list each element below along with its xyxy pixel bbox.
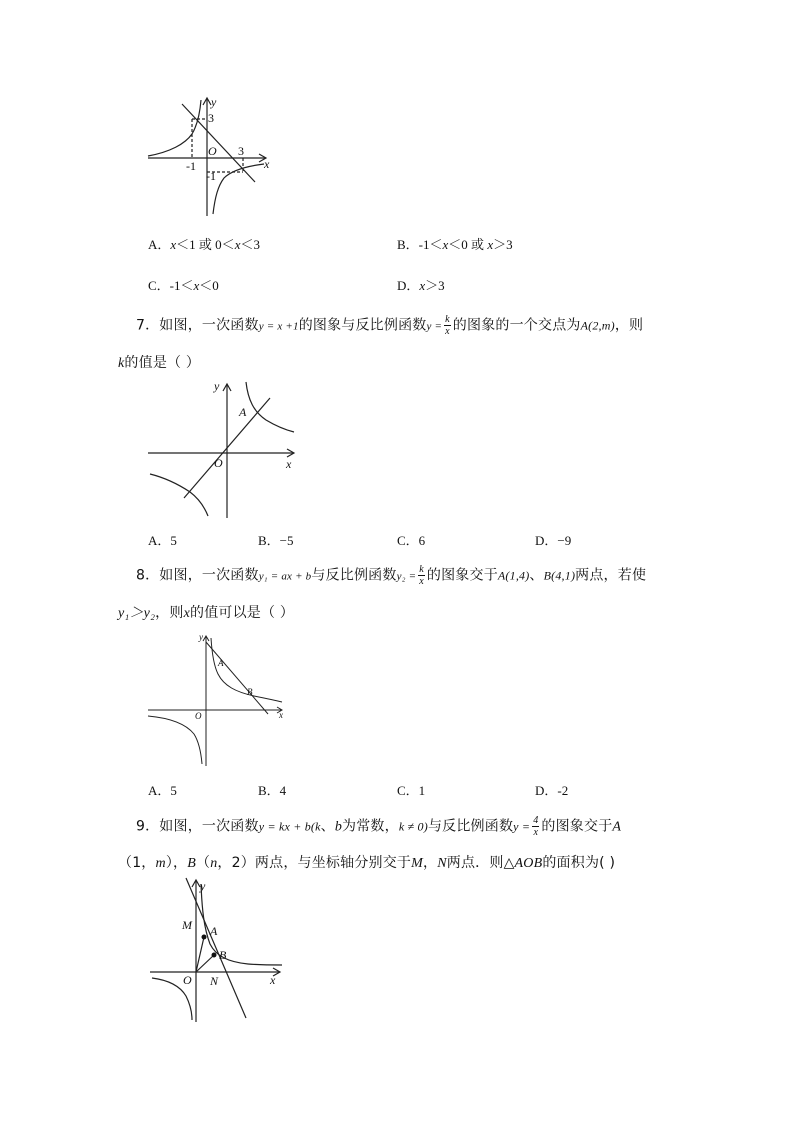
q7-text-b: 的图象与反比例函数 [298,317,427,334]
q6-x-label: x [264,157,270,171]
q6-y-label: y [211,95,217,109]
q8-frac-den: x [419,576,424,587]
q9-stem-line2 [118,852,615,872]
q9-text-d: 与反比例函数 [427,818,514,835]
q8-point-b: B(4,1) [543,568,576,583]
q9-point-b-dot [212,953,217,958]
q6-option-c-x: x [193,278,200,293]
q6-option-b-x1: x [442,237,449,252]
q8-eq2-lhs: y₂ = [396,570,417,583]
q6-option-c-prefix: C．-1＜ [148,278,194,293]
q8-option-c[interactable]: C．1 [397,783,426,798]
q7-text-c: 的图象的一个交点为 [452,317,581,334]
q7-point-a: A(2,m) [580,318,615,333]
q8-option-b[interactable]: B．4 [258,783,287,798]
q6-option-b[interactable] [397,234,513,253]
q9-point-a-dot [202,935,207,940]
q8-option-a[interactable]: A．5 [148,783,177,798]
q6-option-c[interactable] [148,275,219,294]
q8-line [206,642,268,714]
q6-tick-3-y: 3 [208,111,214,125]
q6-option-d-tail: ＞3 [425,278,445,293]
q9-m-label: M [182,918,192,932]
q8-y-label: y [199,632,203,642]
q9-N: N [437,856,447,871]
q9-text-l2d: ，2）两点，与坐标轴分别交于 [217,855,412,871]
q8-text-c: 的图象交于 [426,567,498,584]
q9-frac-num: 4 [533,815,539,826]
q7-frac-num: k [445,314,450,325]
q8-option-d[interactable]: D．-2 [535,783,569,798]
q8-text-d: 、 [529,567,544,584]
q9-text-a: 9．如图，一次函数 [136,818,259,835]
q7-k: k [118,356,125,371]
q9-text-l2g: 的面积为( ) [542,855,616,871]
q7-fraction [444,314,451,337]
q9-stem-line1 [136,815,621,838]
q6-option-a-x1: x [170,237,177,252]
q9-text-c: 为常数， [342,818,399,835]
q8-text-rest-a: ，则 [155,605,184,621]
q7-point-a-label: A [239,405,247,419]
q8-x-label: x [279,710,283,720]
q6-tick-neg1-y: -1 [206,169,216,183]
q7-y-label: y [214,379,220,393]
q9-n-label: N [210,974,219,988]
q6-option-b-prefix: B．-1＜ [397,237,443,252]
q8-x: x [183,606,190,621]
q7-stem-line1 [136,314,643,337]
q9-origin-label: O [183,973,192,987]
q8-stem-line1 [136,564,646,587]
q6-option-a-tail: ＜3 [240,237,260,252]
q9-point-a: A [612,819,622,835]
q6-tick-3-x: 3 [238,144,244,158]
q9-M: M [411,856,423,871]
q8-graph [146,630,292,768]
q6-option-a[interactable] [148,234,260,253]
q7-option-d[interactable]: D．−9 [535,533,572,548]
q8-point-b-label: B [247,687,253,697]
q9-x-label: x [270,973,276,987]
q8-point-a-label: A [218,658,224,668]
q9-b-var: b [334,819,343,835]
q6-option-d-x: x [419,278,426,293]
q9-segment-oa [196,937,204,972]
q9-text-l2f: 两点．则 [446,855,504,871]
q8-hyperbola-left [148,716,202,764]
q6-option-a-mid: ＜1 或 0＜ [176,237,235,252]
q9-line [186,878,246,1018]
q8-origin-label: O [195,711,202,721]
q9-fraction [532,815,539,838]
q9-graph [148,874,288,1024]
q7-text-d: ，则 [614,317,644,334]
q9-n: n [210,856,218,871]
q6-option-c-tail: ＜0 [199,278,219,293]
q8-frac-num: k [419,564,424,575]
q6-option-b-x2: x [487,237,494,252]
q7-frac-den: x [445,326,450,337]
q8-text-b: 与反比例函数 [311,567,397,584]
q9-b-label: B [219,948,227,962]
q7-option-a[interactable]: A．5 [148,533,177,548]
q8-text-a: 8．如图，一次函数 [136,567,259,584]
q6-option-d-prefix: D． [397,278,420,293]
q9-cond: k ≠ 0) [398,819,428,834]
q7-x-label: x [286,457,292,471]
q6-hyperbola-left [148,100,201,156]
q9-eq2-lhs: y = [513,819,531,834]
q9-text-l2b: ）， [165,855,188,871]
q7-graph [146,378,302,520]
q7-origin-label: O [214,456,223,470]
q8-condition: y₁＞y₂ [118,606,156,621]
q7-hyperbola-right [246,382,294,432]
q7-eq2-lhs: y = [426,320,443,333]
q7-stem-line2 [118,352,200,372]
q6-graph [140,92,280,220]
q9-text-l2a: （1， [118,855,156,871]
q8-point-a: A(1,4) [497,568,530,583]
q6-option-b-mid: ＜0 或 [448,237,488,252]
q7-option-c[interactable]: C．6 [397,533,426,548]
q6-tick-neg1-x: -1 [186,159,196,173]
q9-text-e: 的图象交于 [541,818,613,835]
q8-text-e: 两点，若使 [575,567,647,584]
q9-a-label: A [210,924,218,938]
q9-triangle: △AOB [503,856,543,871]
q8-text-rest-b: 的值可以是（ ） [190,605,295,621]
q7-option-b[interactable]: B．−5 [258,533,294,548]
q6-option-b-tail: ＞3 [493,237,513,252]
q6-option-a-prefix: A． [148,237,171,252]
q9-y-label: y [200,879,206,893]
q9-text-b: 、 [320,818,335,835]
q7-text-a: 7．如图，一次函数 [136,317,259,334]
q8-stem-line2 [118,602,294,622]
q9-text-l2e: ， [423,855,438,871]
q9-eq1: y = kx + b(k [258,819,321,834]
q9-point-b: B [187,856,196,871]
q7-eq1: y = x +1 [258,320,299,333]
q9-frac-den: x [533,827,539,838]
q6-option-a-x2: x [234,237,241,252]
q9-m: m [155,856,166,871]
q7-text-rest: 的值是（ ） [124,355,201,371]
q6-option-d[interactable] [397,275,445,294]
q8-eq1: y₁ = ax + b [258,570,312,583]
q9-text-l2c: （ [196,855,211,871]
q8-fraction [418,564,425,587]
q6-origin-label: O [208,144,217,158]
